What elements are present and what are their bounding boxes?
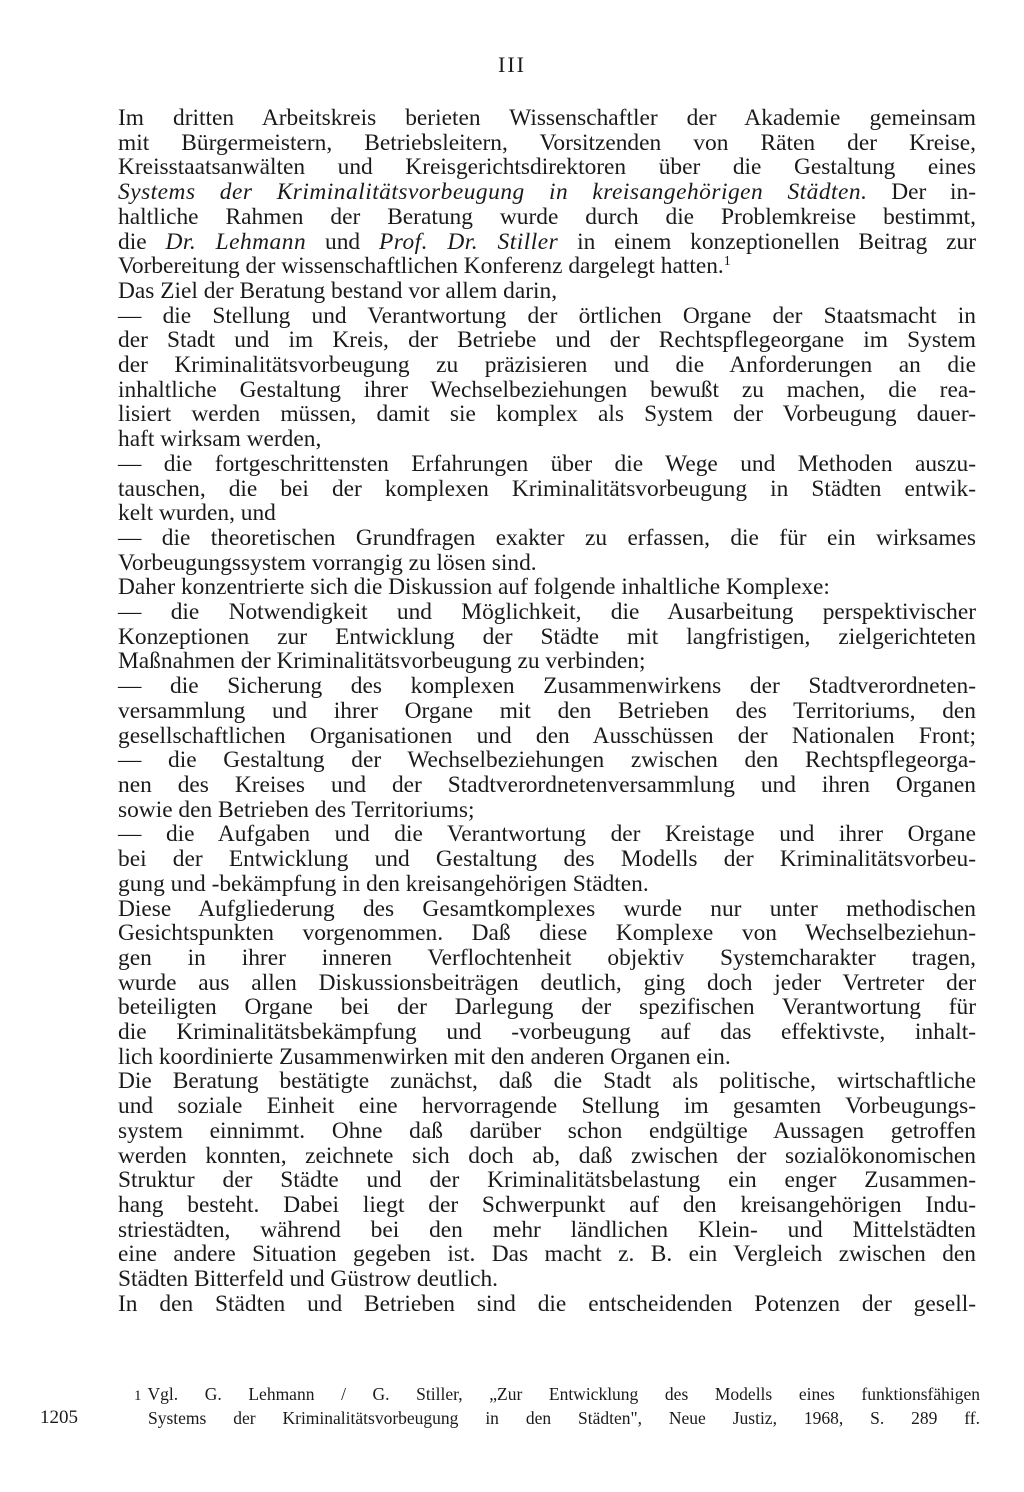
text-line: Gesichtspunkten vorgenommen. Daß diese Komplexe von Wechselbeziehun- <box>118 920 976 947</box>
text-line: — die Sicherung des komplexen Zusammenwirkens der Stadtverordneten- <box>118 673 976 700</box>
text-line: werden konnten, zeichnete sich doch ab, daß zwischen der sozialökonomischen <box>118 1142 976 1169</box>
section-number: III <box>498 52 526 77</box>
footnote-line: Systems der Kriminalitätsvorbeugung in den Städten", Neue Justiz, 1968, S. 289 ff. <box>148 1408 980 1428</box>
text-line: Kreisstaatsanwälten und Kreisgerichtsdirektoren über die Gestaltung eines <box>118 154 976 181</box>
text-line: die Kriminalitätsbekämpfung und -vorbeugung auf das effektivste, inhalt- <box>118 1019 976 1046</box>
text-line: mit Bürgermeistern, Betriebsleitern, Vorsitzenden von Räten der Kreise, <box>118 129 976 156</box>
text-line: hang besteht. Dabei liegt der Schwerpunkt auf den kreisangehörigen Indu- <box>118 1191 976 1218</box>
author-name: Prof. Dr. Stiller <box>378 228 559 255</box>
text-line: Das Ziel der Beratung bestand vor allem darin, <box>118 277 558 304</box>
text-line: bei der Entwicklung und Gestaltung des Modells der Kriminalitätsvorbeu- <box>118 846 976 873</box>
text-line: — die Gestaltung der Wechselbeziehungen zwischen den Rechtspflegeorga- <box>118 747 976 774</box>
author-name: Dr. Lehmann <box>165 228 307 255</box>
text-line: kelt wurden, und <box>118 500 276 527</box>
text-line: wurde aus allen Diskussionsbeiträgen deutlich, ging doch jeder Vertreter der <box>118 969 976 996</box>
footnote-line: 1 Vgl. G. Lehmann / G. Stiller, „Zur Entwicklung des Modells eines funktionsfähigen <box>134 1384 980 1404</box>
text-line: eine andere Situation gegeben ist. Das macht z. B. ein Vergleich zwischen den <box>118 1241 976 1268</box>
text-line: haft wirksam werden, <box>118 426 322 453</box>
text-line-emphasis: Systems der Kriminalitätsvorbeugung in kreisangehörigen Städten. Der in- <box>118 179 976 206</box>
text-line: striestädten, während bei den mehr ländlichen Klein- und Mittelstädten <box>118 1216 976 1243</box>
text-line: Maßnahmen der Kriminalitätsvorbeugung zu verbinden; <box>118 648 646 675</box>
text-line: tauschen, die bei der komplexen Kriminalitätsvorbeugung in Städten entwik- <box>118 475 976 502</box>
text-line: Im dritten Arbeitskreis berieten Wissenschaftler der Akademie gemeinsam <box>118 105 976 131</box>
text-line: In den Städten und Betrieben sind die entscheidenden Potenzen der gesell- <box>118 1290 976 1317</box>
text-line: sowie den Betrieben des Territoriums; <box>118 796 475 823</box>
text-line: Vorbereitung der wissenschaftlichen Konferenz dargelegt hatten.$^1$ <box>118 253 731 280</box>
text-line: Struktur der Städte und der Kriminalitätsbelastung ein enger Zusammen- <box>118 1167 976 1194</box>
text-line: — die fortgeschrittensten Erfahrungen über die Wege und Methoden auszu- <box>118 450 976 477</box>
text-line: inhaltliche Gestaltung ihrer Wechselbeziehungen bewußt zu machen, die rea- <box>118 376 976 403</box>
text-line: beteiligten Organe bei der Darlegung der spezifischen Verantwortung für <box>118 994 976 1021</box>
italic-title: Systems der Kriminalitätsvorbeugung in kreisangehörigen Städten. <box>118 179 868 206</box>
text-line-emphasis: die Dr. Lehmann und Prof. Dr. Stiller in einem konzeptionellen Beitrag zur <box>118 228 976 255</box>
body-text <box>118 106 976 1316</box>
footnote-marker: 1 <box>723 254 731 270</box>
text-line: Städten Bitterfeld und Güstrow deutlich. <box>118 1266 499 1293</box>
footnotes <box>134 1383 980 1429</box>
text-line: lisiert werden müssen, damit sie komplex als System der Vorbeugung dauer- <box>118 401 976 428</box>
text-line: gung und -bekämpfung in den kreisangehörigen Städten. <box>118 870 649 897</box>
text-line: Konzeptionen zur Entwicklung der Städte mit langfristigen, zielgerichteten <box>118 623 976 650</box>
text-line: gen in ihrer inneren Verflochtenheit objektiv Systemcharakter tragen, <box>118 944 976 971</box>
text-line: der Kriminalitätsvorbeugung zu präzisieren und die Anforderungen an die <box>118 352 976 379</box>
text-line: Diese Aufgliederung des Gesamtkomplexes wurde nur unter methodischen <box>118 895 976 922</box>
text-line: lich koordinierte Zusammenwirken mit den anderen Organen ein. <box>118 1043 731 1070</box>
text-line: — die Aufgaben und die Verantwortung der Kreistage und ihrer Organe <box>118 821 976 848</box>
text-line: Die Beratung bestätigte zunächst, daß die Stadt als politische, wirtschaftliche <box>118 1068 976 1095</box>
text-line: und soziale Einheit eine hervorragende Stellung im gesamten Vorbeugungs- <box>118 1093 976 1120</box>
text-line: nen des Kreises und der Stadtverordnetenversammlung und ihren Organen <box>118 771 976 798</box>
text-line: — die Notwendigkeit und Möglichkeit, die Ausarbeitung perspektivischer <box>118 599 976 626</box>
text-line: — die Stellung und Verantwortung der örtlichen Organe der Staatsmacht in <box>118 302 976 329</box>
text-line: system einnimmt. Ohne daß darüber schon endgültige Aussagen getroffen <box>118 1117 976 1144</box>
text-line: Daher konzentrierte sich die Diskussion auf folgende inhaltliche Komplexe: <box>118 574 830 601</box>
footnote-number: 1 <box>134 1388 142 1404</box>
page-number: 1205 <box>40 1407 78 1428</box>
text-line: Vorbeugungssystem vorrangig zu lösen sind. <box>118 549 537 576</box>
text-line: — die theoretischen Grundfragen exakter zu erfassen, die für ein wirksames <box>118 524 976 551</box>
text-line: versammlung und ihrer Organe mit den Betrieben des Territoriums, den <box>118 697 976 724</box>
text-line: der Stadt und im Kreis, der Betriebe und der Rechtspflegeorgane im System <box>118 327 976 354</box>
text-line: gesellschaftlichen Organisationen und den Ausschüssen der Nationalen Front; <box>118 722 976 749</box>
text-line: haltliche Rahmen der Beratung wurde durch die Problemkreise bestimmt, <box>118 203 976 230</box>
